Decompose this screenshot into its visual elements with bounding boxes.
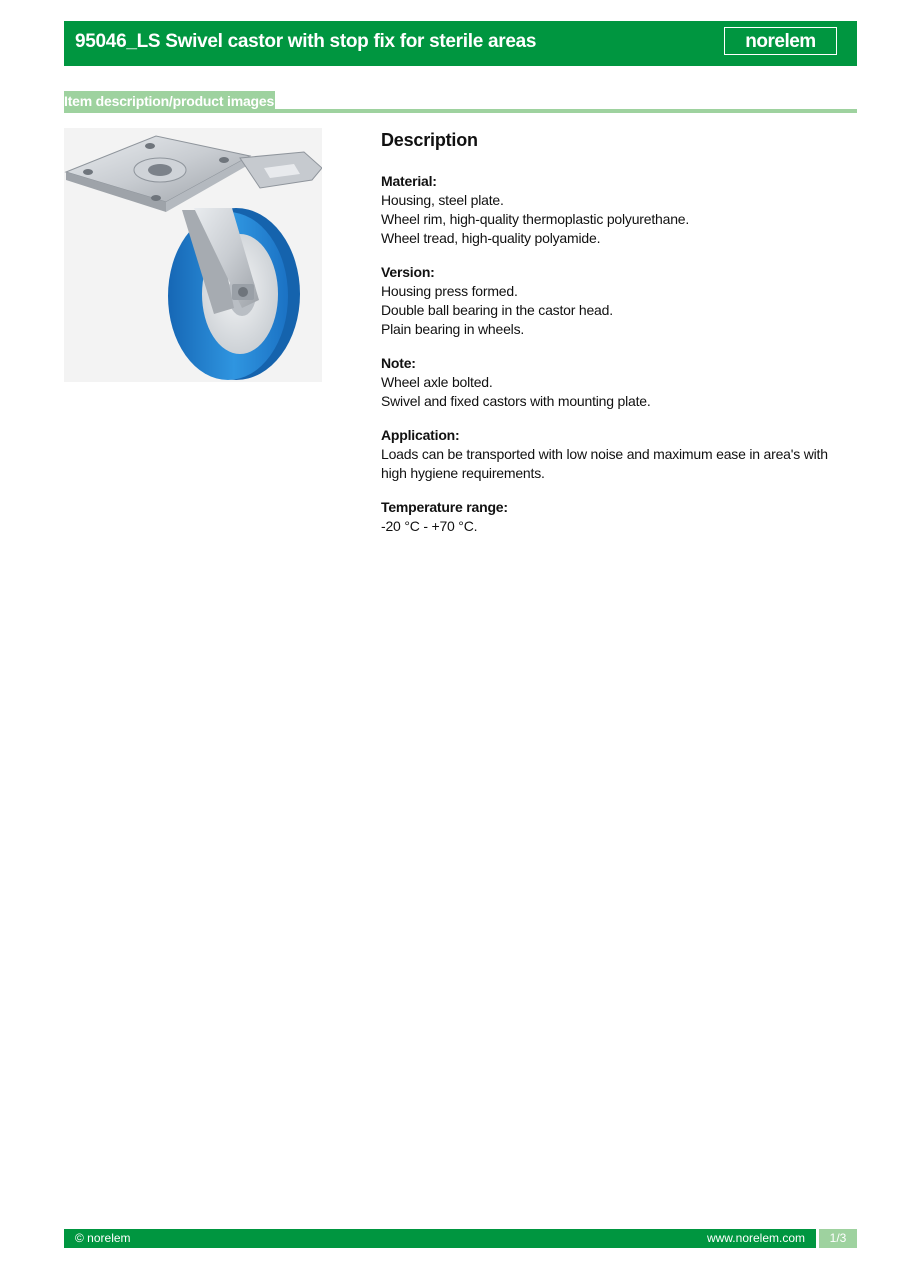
block-title: Version: [381, 264, 435, 280]
website-link[interactable]: www.norelem.com [706, 1231, 805, 1245]
copyright-text: © norelem [75, 1231, 131, 1245]
page-number: 1/3 [819, 1229, 857, 1248]
temperature-block [381, 498, 841, 536]
castor-product-image [64, 128, 322, 382]
block-line: Housing press formed. [381, 283, 518, 299]
block-line: Wheel axle bolted. [381, 374, 493, 390]
norelem-logo[interactable] [724, 27, 837, 55]
block-line: Housing, steel plate. [381, 192, 504, 208]
block-line: Swivel and fixed castors with mounting plate. [381, 393, 651, 409]
block-line: -20 °C - +70 °C. [381, 518, 478, 534]
block-line: Plain bearing in wheels. [381, 321, 525, 337]
block-line: Wheel rim, high-quality thermoplastic polyurethane. [381, 211, 690, 227]
block-title: Material: [381, 173, 437, 189]
block-title: Note: [381, 355, 416, 371]
page-footer [64, 1229, 816, 1248]
block-line: Wheel tread, high-quality polyamide. [381, 230, 601, 246]
description-heading: Description [381, 130, 478, 150]
block-line: Loads can be transported with low noise and maximum ease in area's with high hygiene requirements. [381, 446, 828, 481]
application-block [381, 426, 841, 483]
version-block [381, 263, 841, 339]
material-block [381, 172, 841, 248]
block-line: Double ball bearing in the castor head. [381, 302, 613, 318]
logo-text: norelem [745, 30, 816, 52]
page-title: 95046_LS Swivel castor with stop fix for sterile areas [75, 31, 537, 52]
section-label: Item description/product images [64, 93, 275, 109]
block-title: Application: [381, 427, 460, 443]
description-section [381, 128, 841, 551]
block-title: Temperature range: [381, 499, 508, 515]
page-header [64, 21, 857, 66]
note-block [381, 354, 841, 411]
